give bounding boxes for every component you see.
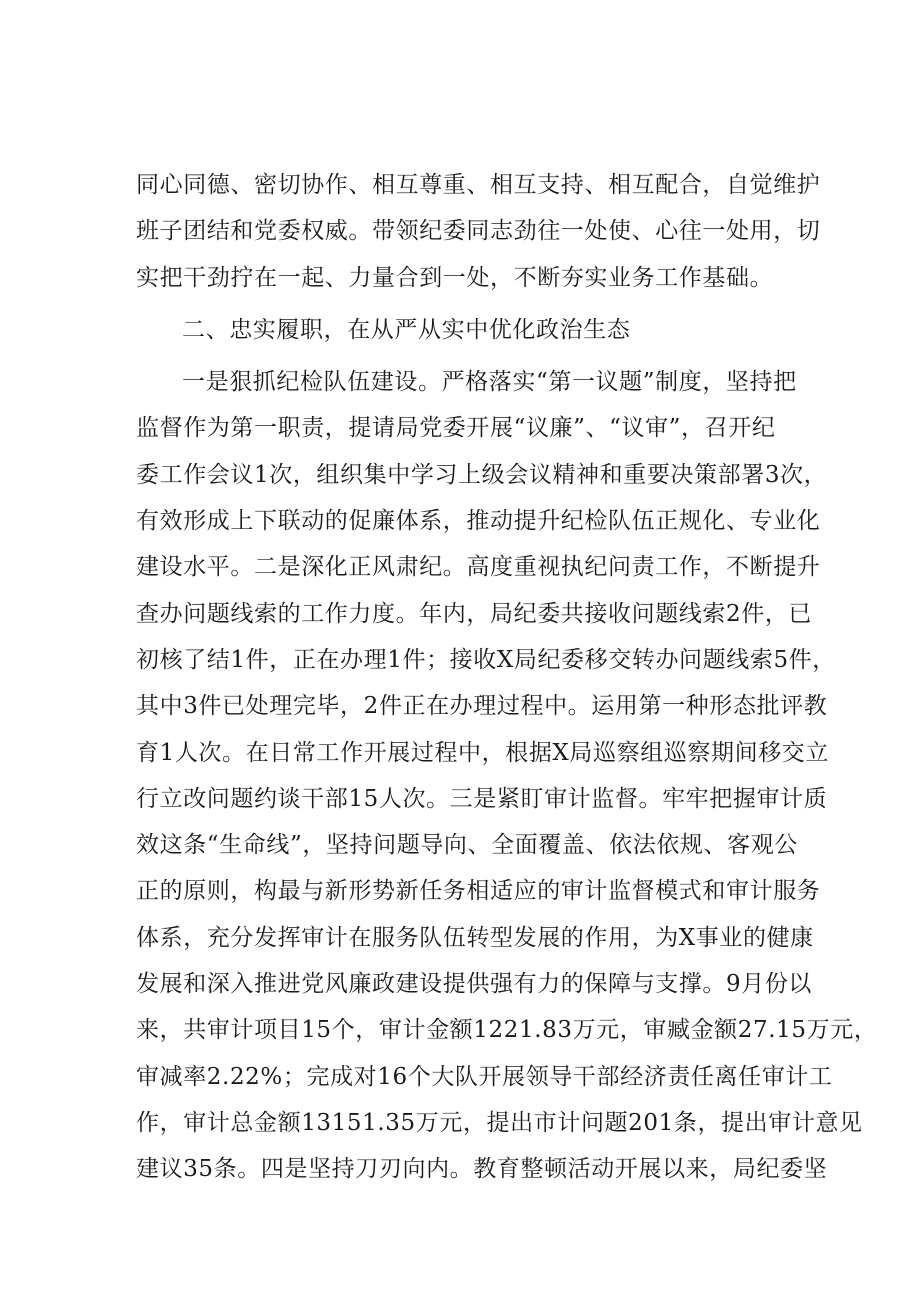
paragraph-2-line-13: 体系，充分发挥审计在服务队伍转型发展的作用，为X事业的健康 [136,924,814,951]
paragraph-1-line-3: 实把干劲拧在一起、力量合到一处，不断夯实业务工作基础。 [136,264,774,291]
paragraph-2-line-6: 查办问题线索的工作力度。年内，局纪委共接收问题线索2件，已 [136,600,813,627]
section-heading-2: 二、忠实履职，在从严从实中优化政治生态 [182,316,631,343]
document-body [136,162,878,1193]
paragraph-2-line-1: 一是狠抓纪检队伍建设。严格落实“第一议题”制度，坚持把 [182,369,797,396]
paragraph-2-line-7: 初核了结1件，正在办理1件；接收X局纪委移交转办问题线索5件， [136,646,836,673]
paragraph-2-line-4: 有效形成上下联动的促廉体系，推动提升纪检队伍正规化、专业化 [136,508,821,535]
paragraph-2-line-17: 作，审计总金额13151.35万元，提出市计问题201条，提出审计意见 [136,1109,863,1136]
paragraph-2-line-16: 审减率2.22%；完成对16个大队开展领导干部经济责任离任审计工 [136,1063,833,1090]
paragraph-2-line-15: 来，共审计项目15个，审计金额1221.83万元，审臧金额27.15万元， [136,1017,878,1044]
paragraph-2-line-11: 效这条“生命线”，坚持问题导向、全面覆盖、依法依规、客观公 [136,832,798,859]
paragraph-2-line-5: 建设水平。二是深化正风肃纪。高度重视执纪问责工作，不断提升 [136,554,821,581]
paragraph-2-line-14: 发展和深入推进党风廉政建设提供强有力的保障与支撑。9月份以 [136,971,813,998]
paragraph-2-line-10: 行立改问题约谈干部15人次。三是紧盯审计监督。牢牢把握审计质 [136,785,828,812]
paragraph-2-line-18: 建议35条。四是坚持刀刃向内。教育整顿活动开展以来，局纪委坚 [136,1156,828,1183]
paragraph-1-line-2: 班子团结和党委权威。带领纪委同志劲往一处使、心往一处用，切 [136,218,821,245]
paragraph-2-line-9: 育1人次。在日常工作开展过程中，根据X局巡察组巡察期间移交立 [136,739,830,766]
paragraph-2-line-2: 监督作为第一职责，提请局党委开展“议廉”、“议审”，召开纪 [136,415,776,442]
paragraph-2-line-12: 正的原则，构最与新形势新任务相适应的审计监督模式和审计服务 [136,878,821,905]
paragraph-2-line-3: 委工作会议1次，组织集中学习上级会议精神和重要决策部署3次， [136,461,828,488]
paragraph-2-line-8: 其中3件已处理完毕，2件正在办理过程中。运用第一种形态批评教 [136,693,828,720]
paragraph-1-line-1: 同心同德、密切协作、相互尊重、相互支持、相互配合，自觉维护 [136,172,821,198]
